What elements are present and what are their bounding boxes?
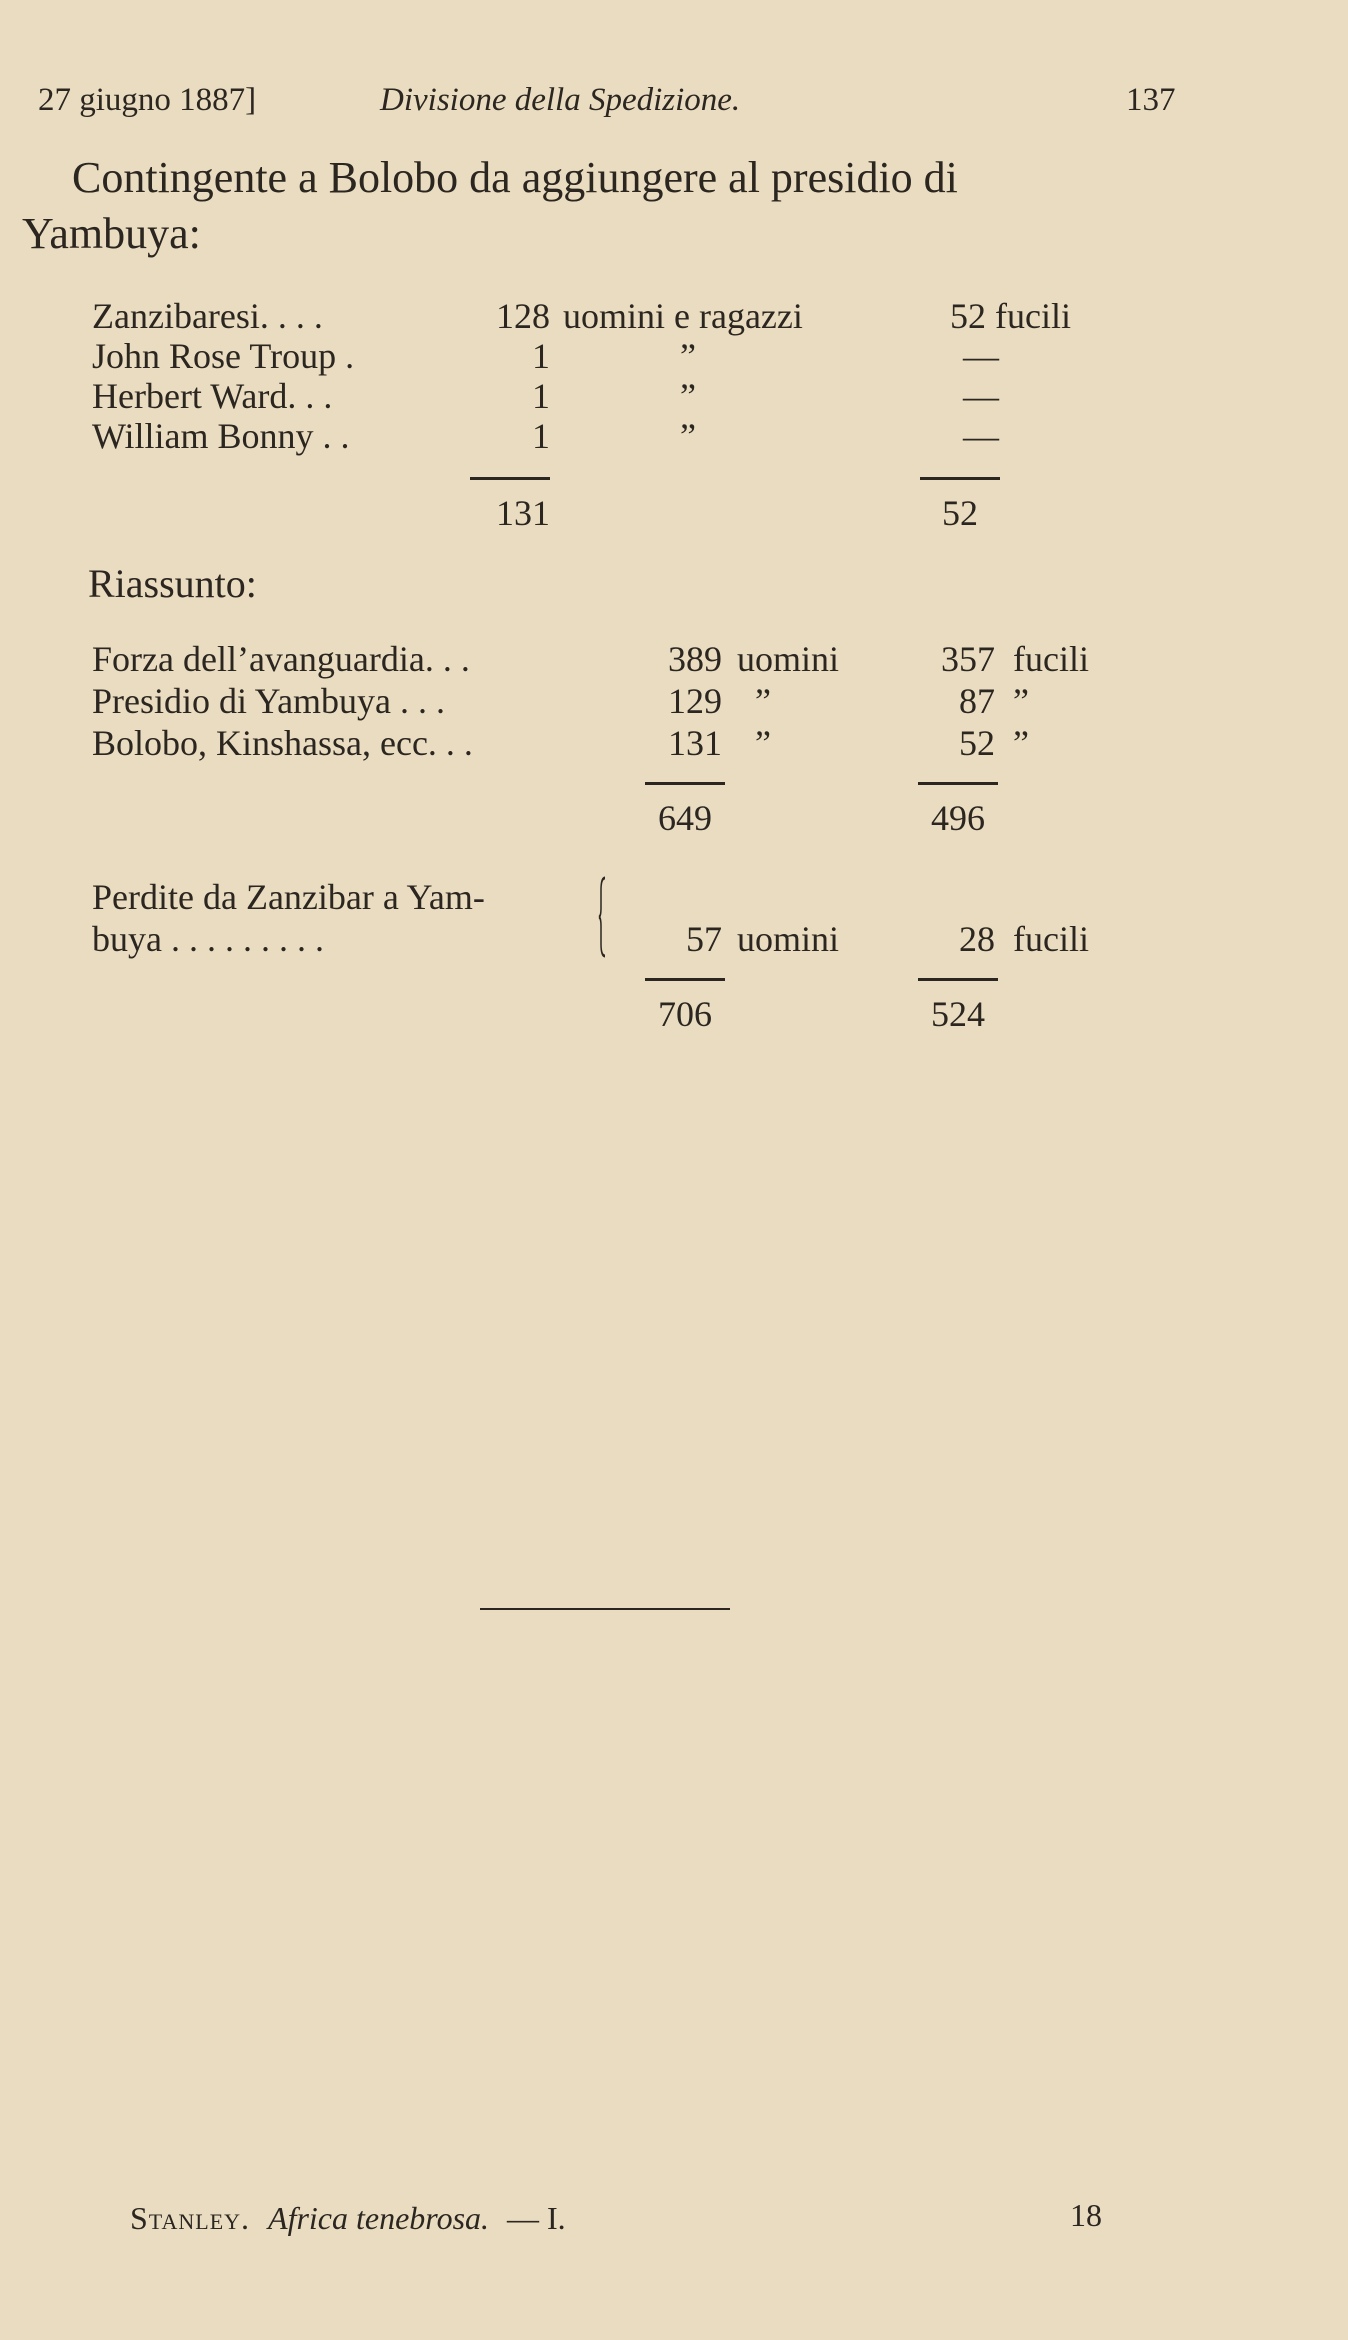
contingent-name: William Bonny . . (92, 416, 350, 456)
rule (920, 477, 1000, 480)
losses-rifles: 28 (959, 919, 995, 959)
footer-work: Africa tenebrosa. (268, 2200, 490, 2236)
losses-label-line-1: Perdite da Zanzibar a Yam- (92, 877, 485, 917)
losses-label-line-2: buya . . . . . . . . . (92, 919, 324, 959)
rule (918, 978, 998, 981)
summary-men-label: uomini (737, 639, 840, 679)
closing-rule (480, 1608, 730, 1610)
header-date: 27 giugno 1887] (38, 82, 257, 118)
contingent-count: 1 (532, 336, 550, 376)
losses-men-label: uomini (737, 919, 840, 959)
footer-line (130, 2200, 566, 2237)
contingent-rifles: — (963, 376, 999, 416)
footer-author: Stanley. (130, 2200, 251, 2236)
rule (645, 782, 725, 785)
contingent-count: 1 (532, 416, 550, 456)
summary-name: Presidio di Yambuya . . . (92, 681, 446, 721)
footer-volume: — I. (507, 2200, 566, 2236)
brace-icon-svg (598, 876, 608, 958)
contingent-count: 128 (496, 296, 550, 336)
contingent-total-count: 131 (496, 493, 550, 533)
summary-title: Riassunto: (88, 561, 257, 606)
summary-men-label: ” (755, 681, 771, 721)
rule (918, 782, 998, 785)
losses-rifles-label: fucili (1013, 919, 1089, 959)
summary-name: Forza dell’avanguardia. . . (92, 639, 470, 679)
contingent-desc: uomini e ragazzi (563, 296, 803, 336)
contingent-rifles: — (963, 336, 999, 376)
rule (470, 477, 550, 480)
summary-men: 389 (668, 639, 722, 679)
page-number: 137 (1126, 82, 1176, 118)
heading-line-1: Contingente a Bolobo da aggiungere al presidio di (72, 153, 958, 202)
summary-rifles-label: ” (1013, 681, 1029, 721)
contingent-rifles: 52 fucili (950, 296, 1071, 336)
contingent-total-rifles: 52 (942, 493, 978, 533)
grand-total-men: 706 (658, 994, 712, 1034)
summary-subtotal-men: 649 (658, 798, 712, 838)
grand-total-rifles: 524 (931, 994, 985, 1034)
summary-rifles: 52 (959, 723, 995, 763)
contingent-rifles: — (963, 416, 999, 456)
summary-rifles: 87 (959, 681, 995, 721)
summary-rifles: 357 (941, 639, 995, 679)
contingent-count: 1 (532, 376, 550, 416)
contingent-desc: ” (680, 416, 696, 456)
summary-name: Bolobo, Kinshassa, ecc. . . (92, 723, 473, 763)
summary-rifles-label: fucili (1013, 639, 1089, 679)
contingent-desc: ” (680, 376, 696, 416)
contingent-desc: ” (680, 336, 696, 376)
contingent-name: Zanzibaresi. . . . (92, 296, 323, 336)
contingent-name: John Rose Troup . (92, 336, 355, 376)
summary-men-label: ” (755, 723, 771, 763)
summary-subtotal-rifles: 496 (931, 798, 985, 838)
header-section-title: Divisione della Spedizione. (380, 82, 741, 118)
losses-men: 57 (686, 919, 722, 959)
summary-rifles-label: ” (1013, 723, 1029, 763)
contingent-name: Herbert Ward. . . (92, 376, 333, 416)
heading-line-2: Yambuya: (22, 209, 201, 258)
summary-men: 131 (668, 723, 722, 763)
summary-men: 129 (668, 681, 722, 721)
rule (645, 978, 725, 981)
brace-icon (598, 876, 608, 969)
footer-signature: 18 (1070, 2197, 1102, 2233)
